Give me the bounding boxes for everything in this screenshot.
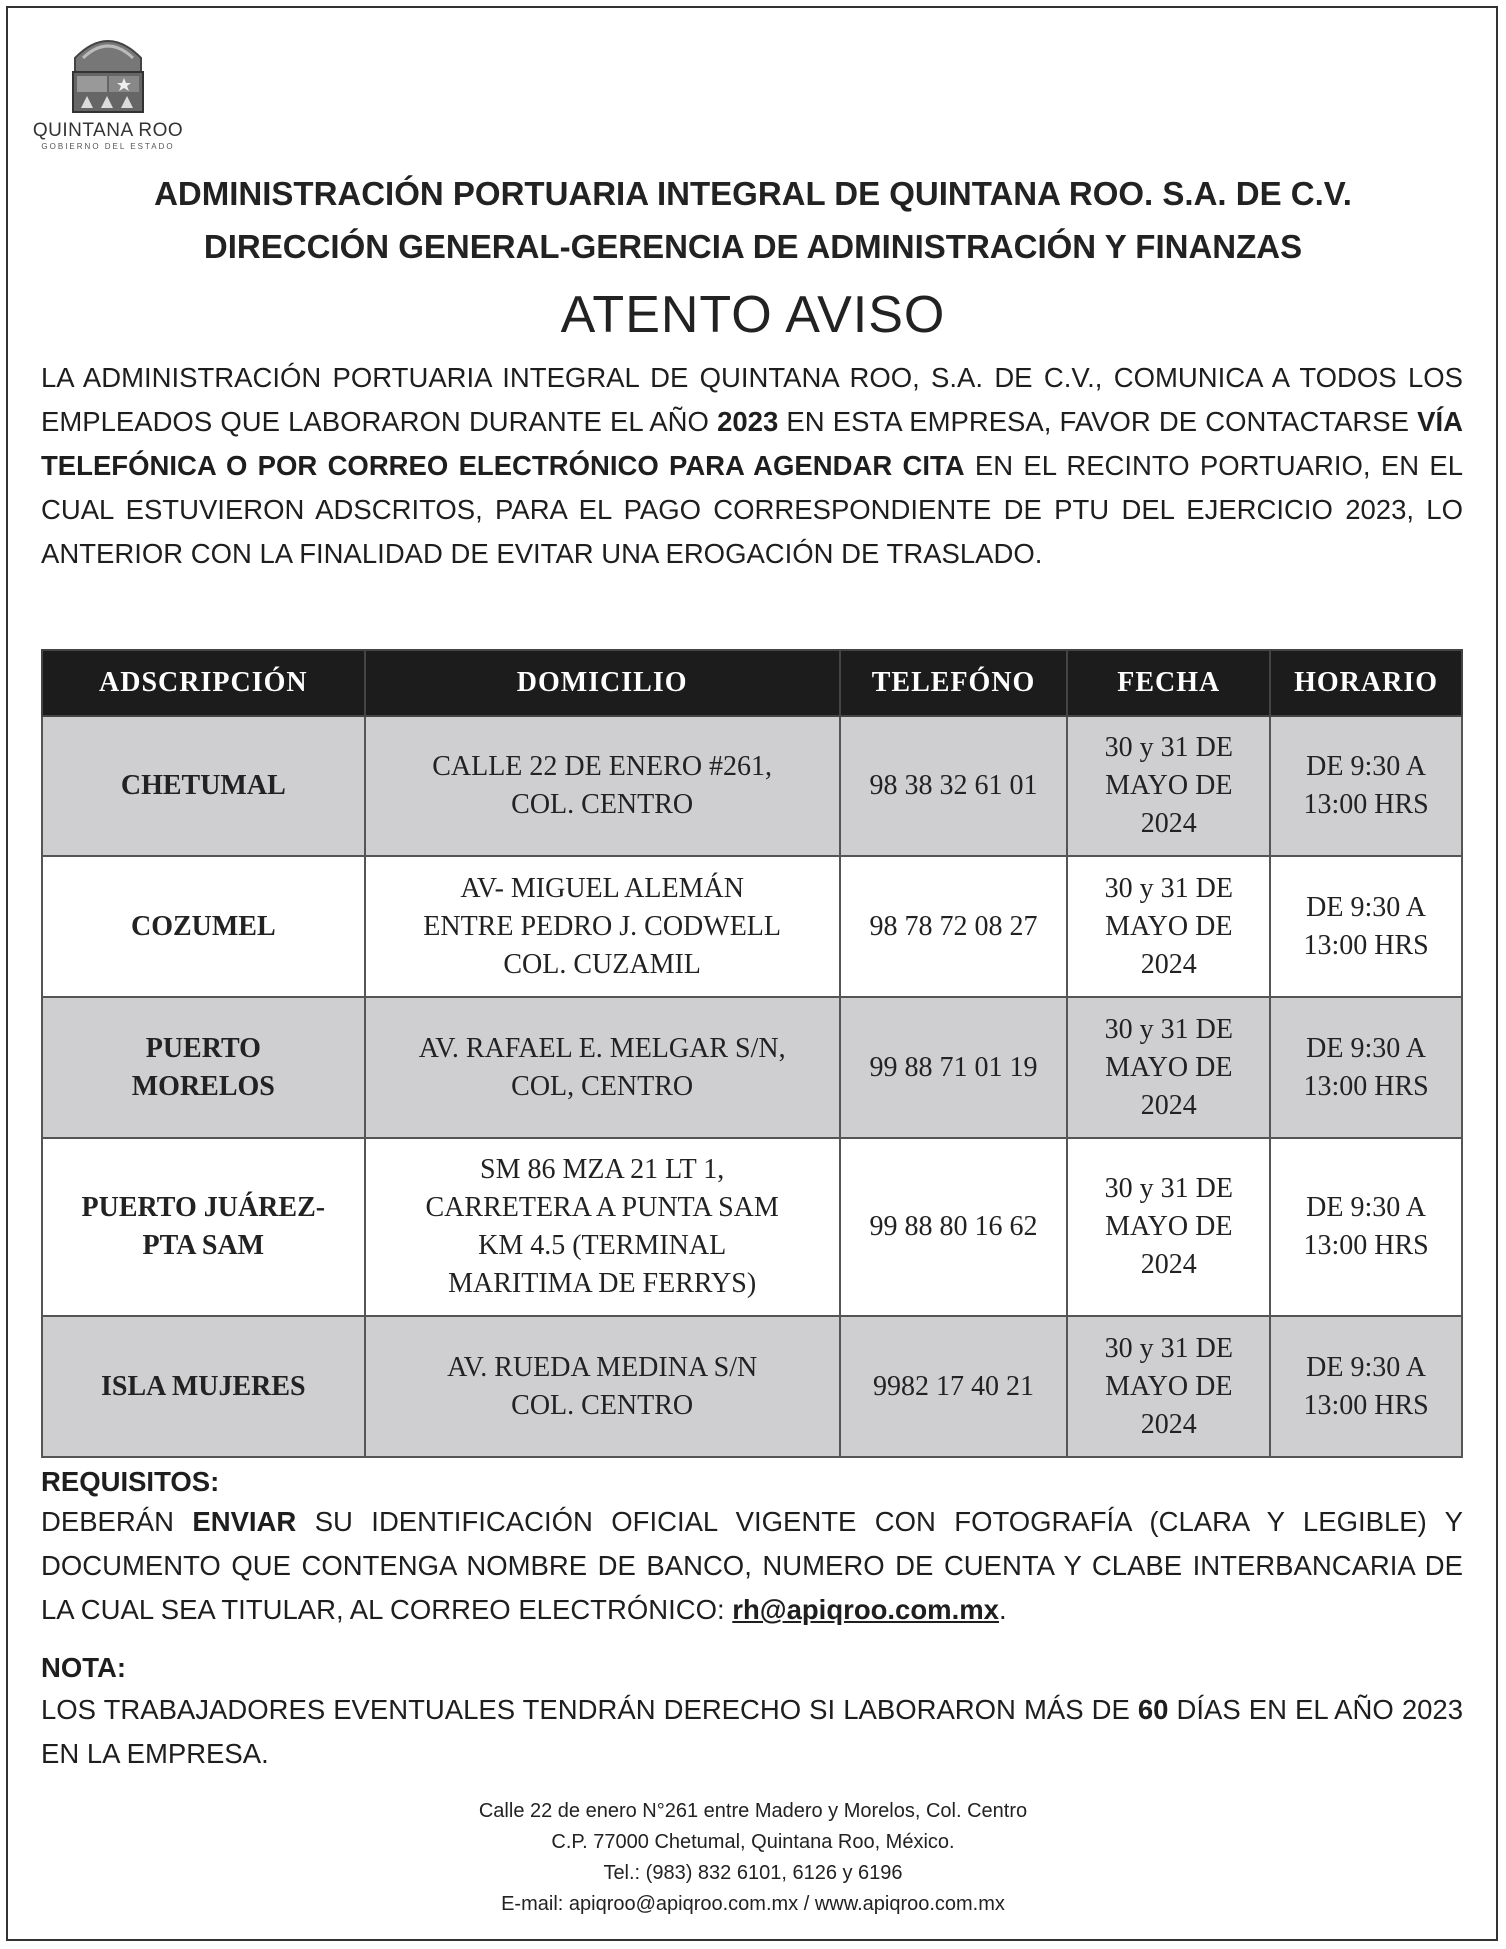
cell-hours: DE 9:30 A 13:00 HRS — [1270, 1138, 1462, 1316]
cell-phone: 9982 17 40 21 — [840, 1316, 1068, 1457]
column-header: FECHA — [1067, 650, 1270, 716]
column-header: TELEFÓNO — [840, 650, 1068, 716]
column-header: ADSCRIPCIÓN — [42, 650, 365, 716]
cell-address: CALLE 22 DE ENERO #261, COL. CENTRO — [365, 716, 840, 856]
table-header-row — [42, 650, 1462, 716]
table-row — [42, 997, 1462, 1138]
footer-phone: Tel.: (983) 832 6101, 6126 y 6196 — [603, 1862, 903, 1884]
coat-of-arms-icon — [65, 28, 151, 118]
cell-address: AV. RAFAEL E. MELGAR S/N, COL, CENTRO — [365, 997, 840, 1138]
cell-phone: 98 38 32 61 01 — [840, 716, 1068, 856]
cell-hours: DE 9:30 A 13:00 HRS — [1270, 716, 1462, 856]
cell-phone: 99 88 80 16 62 — [840, 1138, 1068, 1316]
cell-hours: DE 9:30 A 13:00 HRS — [1270, 1316, 1462, 1457]
note-paragraph: LOS TRABAJADORES EVENTUALES TENDRÁN DERECHO SI LABORARON MÁS DE 60 DÍAS EN EL AÑO 2023 EN LA EMPRESA. — [41, 1694, 1464, 1769]
cell-date: 30 y 31 DE MAYO DE 2024 — [1067, 1138, 1270, 1316]
footer-city: C.P. 77000 Chetumal, Quintana Roo, México. — [551, 1831, 955, 1853]
cell-location: PUERTO JUÁREZ- PTA SAM — [42, 1138, 365, 1316]
cell-address: AV. RUEDA MEDINA S/N COL. CENTRO — [365, 1316, 840, 1457]
cell-date: 30 y 31 DE MAYO DE 2024 — [1067, 997, 1270, 1138]
footer-email-web: E-mail: apiqroo@apiqroo.com.mx / www.apiqroo.com.mx — [501, 1893, 1005, 1915]
note-emphasis: 60 — [1137, 1694, 1169, 1725]
table-row — [42, 1138, 1462, 1316]
cell-hours: DE 9:30 A 13:00 HRS — [1270, 997, 1462, 1138]
logo-name: QUINTANA ROO — [32, 120, 184, 141]
cell-location: COZUMEL — [42, 856, 365, 997]
requirements-heading: REQUISITOS: — [41, 1466, 220, 1497]
table-row — [42, 856, 1462, 997]
note-heading: NOTA: — [41, 1652, 127, 1683]
table-row — [42, 716, 1462, 856]
requirements-paragraph: DEBERÁN ENVIAR SU IDENTIFICACIÓN OFICIAL VIGENTE CON FOTOGRAFÍA (CLARA Y LEGIBLE) Y DOCUMENTO QUE CONTENGA NOMBRE DE BANCO, NUMERO DE CUENTA Y CLABE INTERBANCARIA DE LA CUAL SEA TITULAR, AL CORREO ELECTRÓNICO: rh@apiqroo.com.mx. — [41, 1506, 1464, 1625]
requirements-emphasis: ENVIAR — [192, 1506, 297, 1537]
intro-paragraph: LA ADMINISTRACIÓN PORTUARIA INTEGRAL DE QUINTANA ROO, S.A. DE C.V., COMUNICA A TODOS LOS EMPLEADOS QUE LABORARON DURANTE EL AÑO 2023 EN ESTA EMPRESA, FAVOR DE CONTACTARSE VÍA TELEFÓNICA O POR CORREO ELECTRÓNICO PARA AGENDAR CITA EN EL RECINTO PORTUARIO, EN EL CUAL ESTUVIERON ADSCRITOS, PARA EL PAGO CORRESPONDIENTE DE PTU DEL EJERCICIO 2023, LO ANTERIOR CON LA FINALIDAD DE EVITAR UNA EROGACIÓN DE TRASLADO. — [41, 362, 1463, 569]
email-link[interactable]: rh@apiqroo.com.mx — [732, 1594, 999, 1625]
logo-subtitle: GOBIERNO DEL ESTADO — [41, 142, 175, 151]
intro-emphasis: VÍA TELEFÓNICA O POR CORREO ELECTRÓNICO PARA AGENDAR CITA — [41, 406, 1463, 481]
cell-date: 30 y 31 DE MAYO DE 2024 — [1067, 716, 1270, 856]
footer-address: Calle 22 de enero N°261 entre Madero y Morelos, Col. Centro — [478, 1800, 1028, 1822]
cell-hours: DE 9:30 A 13:00 HRS — [1270, 856, 1462, 997]
page-title: ATENTO AVISO — [560, 286, 946, 344]
footer-contact — [0, 1796, 1506, 1920]
column-header: HORARIO — [1270, 650, 1462, 716]
column-header: DOMICILIO — [365, 650, 840, 716]
cell-location: ISLA MUJERES — [42, 1316, 365, 1457]
state-logo — [28, 28, 188, 166]
cell-location: PUERTO MORELOS — [42, 997, 365, 1138]
department-name: DIRECCIÓN GENERAL-GERENCIA DE ADMINISTRACIÓN Y FINANZAS — [203, 228, 1303, 265]
cell-phone: 98 78 72 08 27 — [840, 856, 1068, 997]
cell-phone: 99 88 71 01 19 — [840, 997, 1068, 1138]
cell-address: AV- MIGUEL ALEMÁN ENTRE PEDRO J. CODWELL COL. CUZAMIL — [365, 856, 840, 997]
cell-address: SM 86 MZA 21 LT 1, CARRETERA A PUNTA SAM KM 4.5 (TERMINAL MARITIMA DE FERRYS) — [365, 1138, 840, 1316]
schedule-table — [41, 649, 1463, 1458]
intro-year: 2023 — [717, 406, 779, 437]
table-row — [42, 1316, 1462, 1457]
cell-location: CHETUMAL — [42, 716, 365, 856]
organization-name: ADMINISTRACIÓN PORTUARIA INTEGRAL DE QUINTANA ROO. S.A. DE C.V. — [154, 175, 1352, 212]
cell-date: 30 y 31 DE MAYO DE 2024 — [1067, 856, 1270, 997]
cell-date: 30 y 31 DE MAYO DE 2024 — [1067, 1316, 1270, 1457]
